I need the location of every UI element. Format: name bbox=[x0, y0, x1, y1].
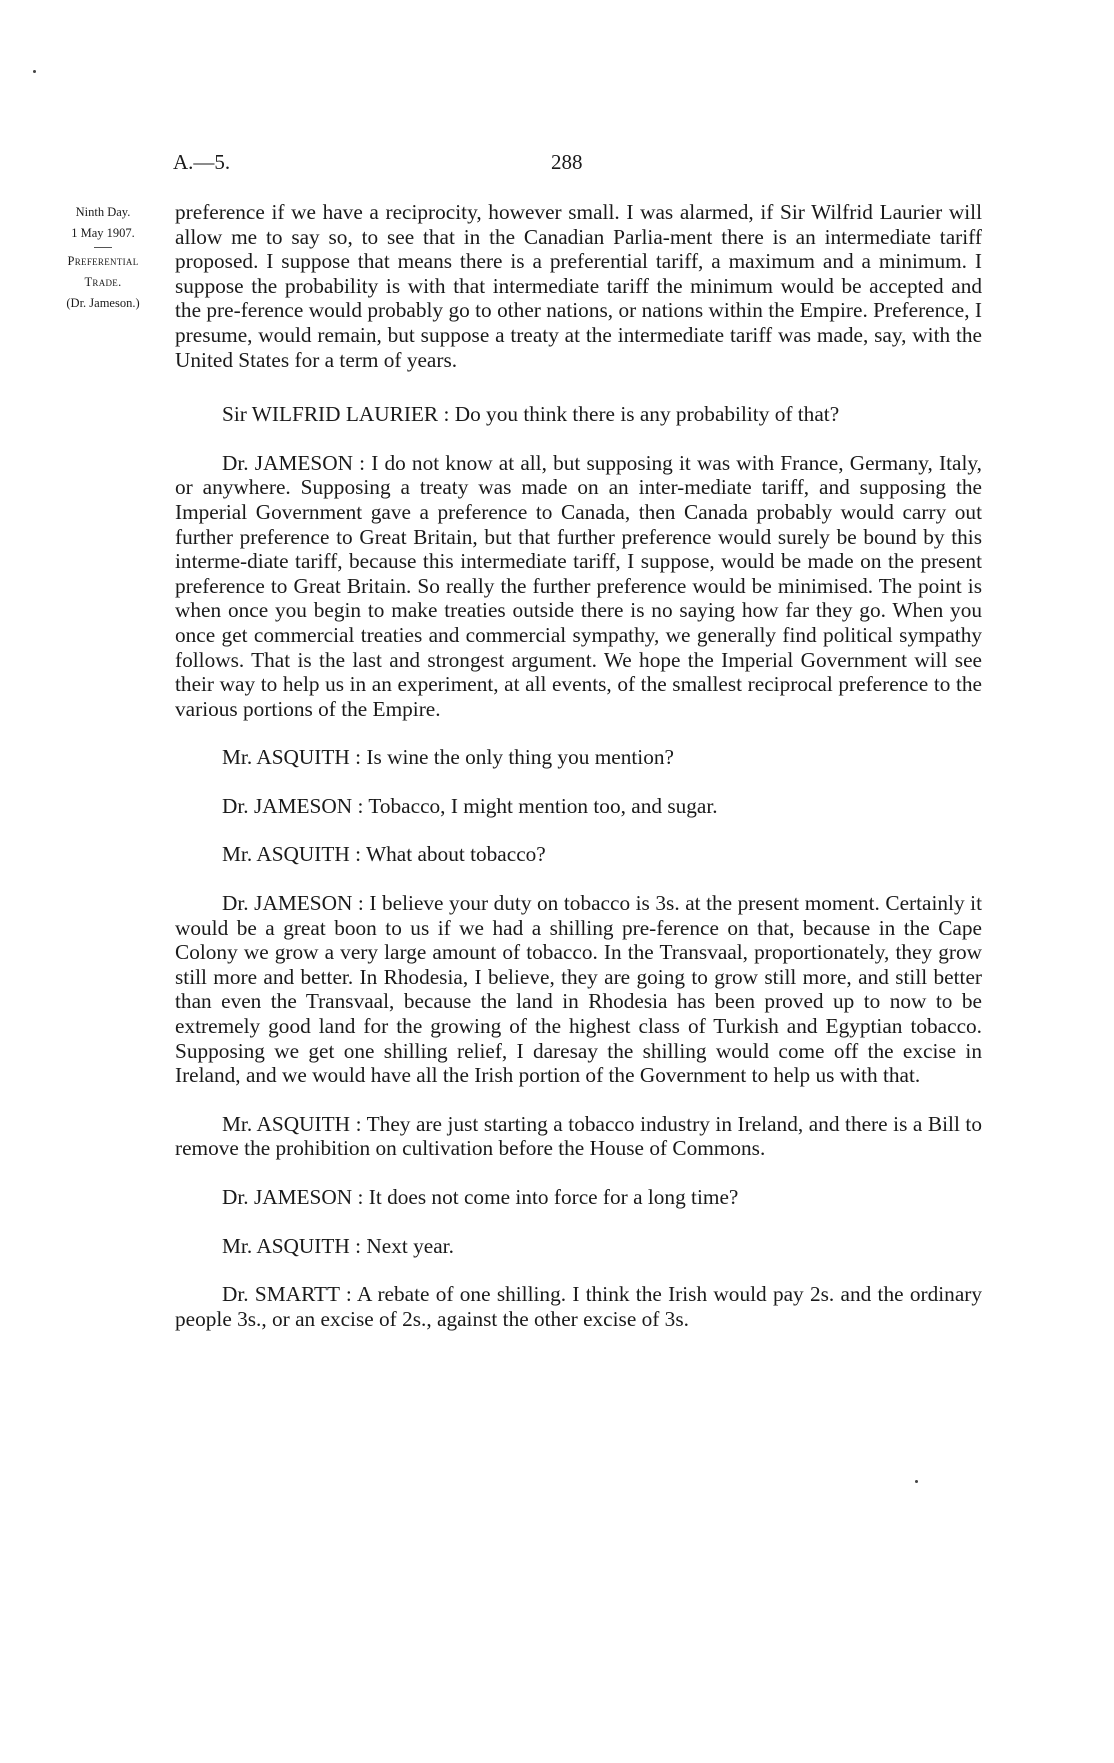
speech-turn bbox=[175, 891, 982, 1088]
speech-turn bbox=[175, 794, 982, 819]
body-text bbox=[175, 200, 982, 1355]
margin-date: 1 May 1907. bbox=[71, 226, 135, 240]
margin-topic-line1: Preferential bbox=[67, 254, 139, 268]
speech-text: I do not know at all, but supposing it was with France, Germany, Italy, or anywhere. Supposing a treaty was made on an inter-mediate tariff, and supposing the Imperial Government gave a preference to Canada, then Canada probably would carry out further preference to Great Britain, but that further preference would surely be bound by this interme-diate tariff, because this intermediate tariff, I suppose, would be made on the present preference to Great Britain. So really the further preference would be minimised. The point is when once you begin to make treaties outside there is no saying how far they go. When you once get commercial treaties and commercial sympathy, we generally find political sympathy follows. That is the last and strongest argument. We hope the Imperial Government will see their way to help us in an experiment, at all events, of the smallest reciprocal preference to the various portions of the Empire. bbox=[175, 450, 983, 721]
speaker-name: Dr. JAMESON : bbox=[222, 891, 364, 916]
speaker-name: Dr. JAMESON : bbox=[222, 1185, 364, 1209]
page-number: 288 bbox=[551, 150, 583, 174]
margin-day: Ninth Day. bbox=[75, 205, 131, 219]
series-number: A.—5. bbox=[173, 150, 231, 174]
speaker-name: Dr. SMARTT : bbox=[222, 1282, 352, 1307]
speaker-name: Dr. JAMESON : bbox=[222, 793, 364, 818]
speech-turn bbox=[175, 402, 982, 427]
speech-text: Is wine the only thing you mention? bbox=[366, 745, 674, 770]
speech-turn bbox=[175, 745, 982, 770]
speech-turn bbox=[175, 1282, 982, 1331]
speech-turn bbox=[175, 1234, 982, 1259]
speech-text: It does not come into force for a long time? bbox=[368, 1185, 739, 1209]
paragraph bbox=[175, 200, 982, 372]
speaker-name: Mr. ASQUITH : bbox=[222, 745, 362, 770]
scan-speck bbox=[33, 70, 36, 73]
speech-text: What about tobacco? bbox=[366, 842, 546, 867]
margin-topic-line2: Trade. bbox=[84, 275, 122, 289]
speech-turn bbox=[175, 1112, 982, 1161]
speech-text: Tobacco, I might mention too, and sugar. bbox=[368, 793, 718, 818]
margin-speaker: (Dr. Jameson.) bbox=[66, 296, 140, 310]
speaker-name: Mr. ASQUITH : bbox=[222, 1111, 362, 1136]
speech-turn bbox=[175, 451, 982, 722]
speech-turn bbox=[175, 842, 982, 867]
speaker-name: Dr. JAMESON : bbox=[222, 450, 366, 475]
speech-text: They are just starting a tobacco industry in Ireland, and there is a Bill to remove the prohibition on cultivation before the House of Commons. bbox=[175, 1111, 982, 1161]
speech-text: Do you think there is any probability of that? bbox=[454, 402, 840, 427]
margin-rule bbox=[94, 247, 112, 248]
speech-text: Next year. bbox=[366, 1233, 454, 1258]
speech-text: A rebate of one shilling. I think the Irish would pay 2s. and the ordinary people 3s., or an excise of 2s., against the other excise of 3s. bbox=[175, 1282, 983, 1331]
speech-text: I believe your duty on tobacco is 3s. at the present moment. Certainly it would be a great boon to us if we had a shilling pre-ference on that, because in the Cape Colony we grow a very large amount of tobacco. In the Transvaal, proportionately, they grow still more and better. In Rhodesia, I believe, they are going to grow still more, and still better than even the Transvaal, because the land in Rhodesia has been proved up to now to be extremely good land for the growing of the highest class of Turkish and Egyptian tobacco. Supposing we get one shilling relief, I daresay the shilling would come off the excise in Ireland, and we would have all the Irish portion of the Government to help us with that. bbox=[175, 891, 982, 1088]
page-header bbox=[173, 150, 983, 178]
paragraph-text: preference if we have a reciprocity, however small. I was alarmed, if Sir Wilfrid Laurier will allow me to say so, to see that in the Canadian Parlia-ment there is an intermediate tariff proposed. I suppose that means there is a preferential tariff, a maximum and a minimum. I suppose the probability is with that intermediate tariff the minimum would be accepted and the pre-ference would probably go to other nations, or nations within the Empire. Preference, I presume, would remain, but suppose a treaty at the intermediate tariff was made, say, with the United States for a term of years. bbox=[175, 200, 982, 372]
scan-speck bbox=[915, 1480, 918, 1483]
speaker-name: Sir WILFRID LAURIER : bbox=[222, 402, 450, 427]
speech-turn bbox=[175, 1185, 982, 1210]
margin-notes bbox=[28, 202, 178, 314]
speaker-name: Mr. ASQUITH : bbox=[222, 842, 362, 867]
speaker-name: Mr. ASQUITH : bbox=[222, 1233, 362, 1258]
